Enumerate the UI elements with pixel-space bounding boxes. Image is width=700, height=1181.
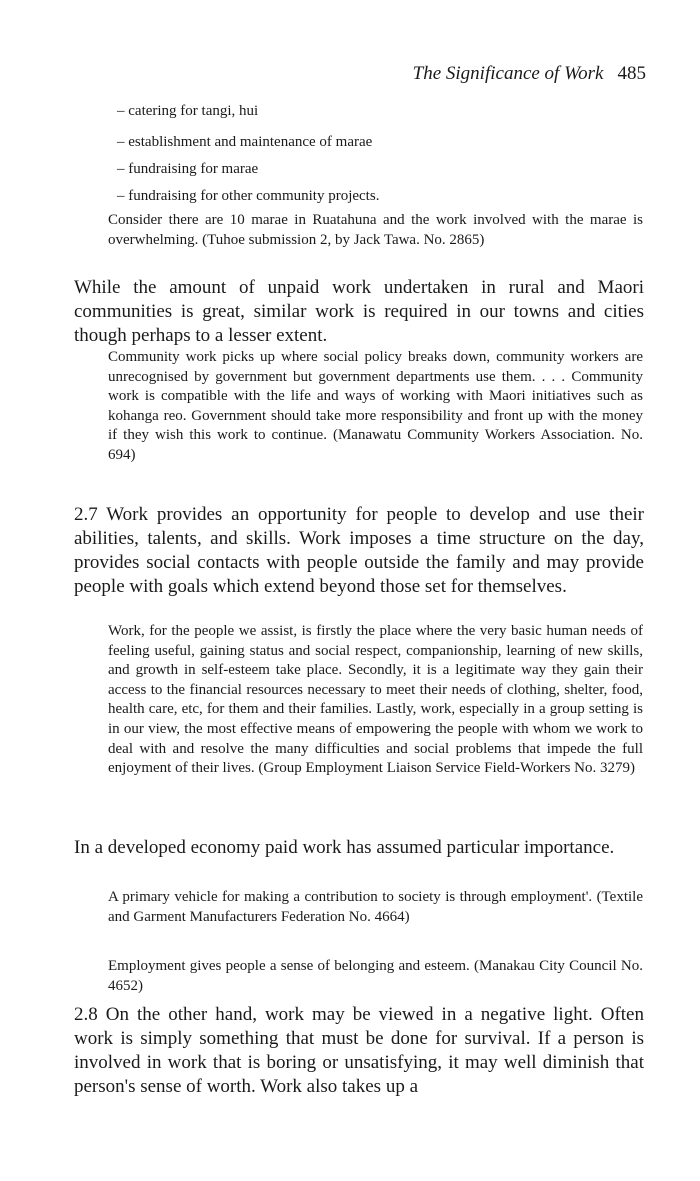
bullet-item: – fundraising for other community projects.: [117, 188, 380, 204]
block-quote: A primary vehicle for making a contribution to society is through employment'. (Textile and Garment Manufacturers Federation No. 4664): [108, 889, 643, 925]
body-paragraph: 2.7 Work provides an opportunity for people to develop and use their abilities, talents, and skills. Work imposes a time structure on the day, provides social contacts with people outside the family and may provide people with goals which extend beyond those set for themselves.: [74, 504, 644, 597]
bullet-item: – establishment and maintenance of marae: [117, 134, 373, 150]
page-number: 485: [617, 63, 646, 84]
body-paragraph: 2.8 On the other hand, work may be viewed in a negative light. Often work is simply something that must be done for survival. If a person is involved in work that is boring or unsatisfying, it may well diminish that person's sense of worth. Work also takes up a: [74, 1004, 644, 1097]
block-quote: Community work picks up where social policy breaks down, community workers are unrecognised by government but government departments use them. . . . Community work is compatible with the life and ways of working with Maori initiatives such as kohanga reo. Government should take more responsibility and front up with the money if they wish this work to continue. (Manawatu Community Workers Association. No. 694): [108, 349, 643, 463]
chapter-title: The Significance of Work: [412, 63, 604, 84]
bullet-item: – catering for tangi, hui: [117, 103, 259, 119]
body-paragraph: While the amount of unpaid work undertaken in rural and Maori communities is great, similar work is required in our towns and cities though perhaps to a lesser extent.: [74, 277, 644, 346]
block-quote: Employment gives people a sense of belonging and esteem. (Manakau City Council No. 4652): [108, 958, 643, 994]
bullet-item: – fundraising for marae: [117, 161, 259, 177]
block-quote: Consider there are 10 marae in Ruatahuna and the work involved with the marae is overwhelming. (Tuhoe submission 2, by Jack Tawa. No. 2865): [108, 212, 643, 248]
body-paragraph: In a developed economy paid work has assumed particular importance.: [74, 837, 615, 858]
block-quote: Work, for the people we assist, is firstly the place where the very basic human needs of feeling useful, gaining status and social respect, companionship, learning of new skills, and growth in self-esteem take place. Secondly, it is a legitimate way they gain their access to the financial resources necessary to meet their needs of clothing, shelter, food, health care, etc, for them and their families. Lastly, work, especially in a group setting is in our view, the most effective means of empowering the people with whom we work to deal with and resolve the many difficulties and social problems that impede the full enjoyment of their lives. (Group Employment Liaison Service Field-Workers No. 3279): [108, 623, 643, 777]
running-header: [74, 62, 646, 86]
